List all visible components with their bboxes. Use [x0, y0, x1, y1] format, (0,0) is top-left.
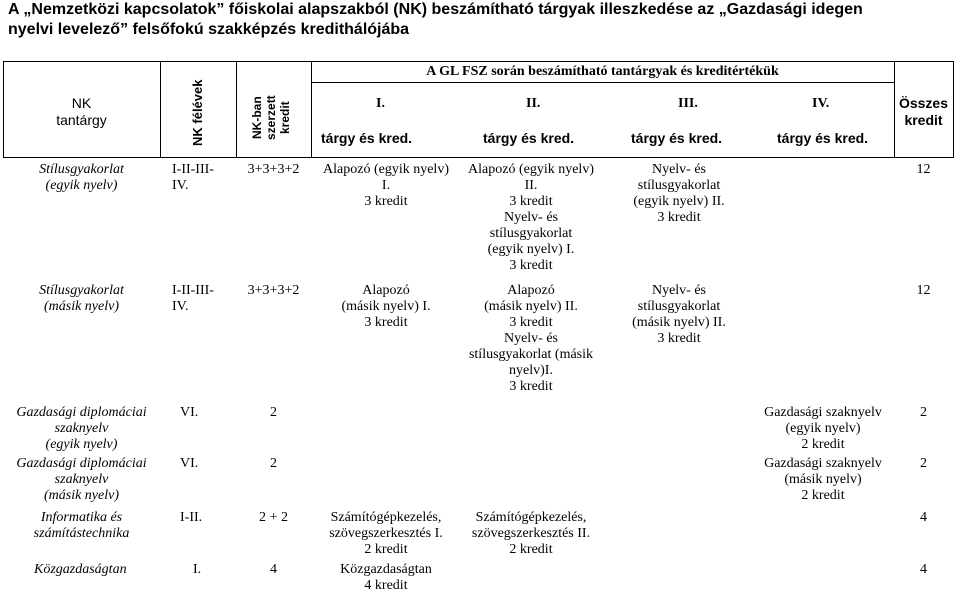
header-nk-felevek: NK félévek [190, 79, 205, 146]
row5-sem2-line3: 2 kredit [509, 542, 553, 557]
header-nk-ban-line3: kredit [278, 101, 292, 134]
row2-sem2-line6: nyelv)I. [509, 363, 553, 378]
row2-sem3 [604, 283, 754, 347]
header-targy-kred-4: tárgy és kred. [777, 130, 869, 146]
row2-sem2 [456, 283, 606, 395]
row1-sem2-line7: 3 kredit [509, 258, 553, 273]
row1-sem2-line4: Nyelv- és [503, 210, 559, 225]
row3-sem4-line1: Gazdasági szaknyelv [764, 405, 882, 420]
row1-sem3-line4: 3 kredit [657, 210, 701, 225]
row2-sem2-line5: stílusgyakorlat (másik [468, 347, 594, 362]
row4-subject-line3: (másik nyelv) [43, 488, 120, 503]
header-nk-tantargy-line1: NK [71, 95, 92, 111]
row1-sem2 [456, 162, 606, 274]
row2-sem2-line7: 3 kredit [509, 379, 553, 394]
row3-subject-line1: Gazdasági diplomáciai [16, 405, 147, 420]
header-nk-ban-line1: NK-ban [250, 96, 264, 139]
row4-sem4-line2: (másik nyelv) [784, 472, 862, 487]
row6-total: 4 [920, 562, 927, 577]
row6-subject: Közgazdaságtan [34, 562, 127, 577]
row4-sem4 [748, 456, 898, 504]
row1-sem1-line3: 3 kredit [364, 194, 408, 209]
row5-subject-line1: Informatika és [40, 510, 123, 525]
row6-sem1-line1: Közgazdaságtan [340, 562, 432, 577]
row5-subject [3, 510, 160, 542]
row2-sem3-line1: Nyelv- és [651, 283, 707, 298]
header-nk-ban-line2: szerzett [264, 95, 278, 140]
row5-sem1-line3: 2 kredit [364, 542, 408, 557]
row2-semesters-line1: I-II-III- [172, 283, 214, 298]
row1-sem1 [311, 162, 461, 210]
row3-subject-line2: szaknyelv [54, 421, 109, 436]
header-nk-ban-szerzett [250, 95, 292, 140]
row1-sem2-line3: 3 kredit [509, 194, 553, 209]
row1-subject-line1: Stílusgyakorlat [39, 162, 124, 177]
header-nk-tantargy [3, 95, 160, 129]
row2-sem1 [311, 283, 461, 331]
row2-sem3-line4: 3 kredit [657, 331, 701, 346]
row2-sem3-line2: stílusgyakorlat [637, 299, 721, 314]
row5-credits: 2 + 2 [259, 510, 288, 525]
row4-subject-line1: Gazdasági diplomáciai [16, 456, 147, 471]
row1-sem3 [604, 162, 754, 226]
row2-sem2-line2: (másik nyelv) II. [484, 299, 578, 314]
row1-subject [3, 162, 160, 194]
row6-sem1-line2: 4 kredit [364, 578, 408, 593]
row3-subject [3, 405, 160, 453]
row1-sem1-line2: I. [381, 178, 391, 193]
row2-subject [3, 283, 160, 315]
header-osszes-kredit [894, 95, 953, 129]
row1-subject-line2: (egyik nyelv) [45, 178, 118, 193]
row2-total: 12 [916, 283, 931, 298]
header-semester-3: III. [678, 96, 698, 111]
row3-total: 2 [920, 405, 927, 420]
header-osszes-line2: kredit [904, 112, 943, 128]
header-osszes-line1: Összes [898, 95, 949, 111]
row2-sem1-line1: Alapozó [362, 283, 410, 298]
row6-semesters: I. [193, 562, 202, 577]
row5-sem2 [456, 510, 606, 558]
row3-credits: 2 [270, 405, 277, 420]
row2-sem2-line3: 3 kredit [509, 315, 553, 330]
row3-sem4 [748, 405, 898, 453]
row4-sem4-line3: 2 kredit [801, 488, 845, 503]
row5-sem1 [311, 510, 461, 558]
title-line-1: A „Nemzetközi kapcsolatok” főiskolai alapszakból (NK) beszámítható tárgyak illeszkedése az „Gazdasági idegen [8, 1, 863, 18]
row1-sem2-line6: (egyik nyelv) I. [487, 242, 575, 257]
row1-semesters-line2: IV. [172, 178, 189, 193]
header-nk-tantargy-line2: tantárgy [56, 112, 107, 128]
row2-semesters [172, 283, 214, 315]
row4-subject [3, 456, 160, 504]
row1-semesters [172, 162, 214, 194]
header-semester-2: II. [526, 96, 541, 111]
header-targy-kred-1: tárgy és kred. [321, 130, 413, 146]
row2-credits: 3+3+3+2 [247, 283, 300, 298]
row5-semesters: I-II. [180, 510, 203, 525]
row4-total: 2 [920, 456, 927, 471]
document-title [8, 0, 953, 40]
row4-semesters: VI. [180, 456, 199, 471]
row2-sem2-line4: Nyelv- és [503, 331, 559, 346]
row2-sem1-line3: 3 kredit [364, 315, 408, 330]
row2-sem3-line3: (másik nyelv) II. [632, 315, 726, 330]
row2-subject-line1: Stílusgyakorlat [39, 283, 124, 298]
row2-sem2-line1: Alapozó [507, 283, 555, 298]
header-targy-kred-3: tárgy és kred. [631, 130, 723, 146]
row1-credits: 3+3+3+2 [247, 162, 300, 177]
row4-subject-line2: szaknyelv [54, 472, 109, 487]
row1-sem2-line1: Alapozó (egyik nyelv) [468, 162, 594, 177]
header-semester-4: IV. [812, 96, 830, 111]
row1-sem1-line1: Alapozó (egyik nyelv) [323, 162, 449, 177]
header-targy-kred-2: tárgy és kred. [483, 130, 575, 146]
row2-subject-line2: (másik nyelv) [43, 299, 120, 314]
row5-sem2-line1: Számítógépkezelés, [475, 510, 587, 525]
row6-sem1 [311, 562, 461, 594]
row2-semesters-line2: IV. [172, 299, 189, 314]
row3-semesters: VI. [180, 405, 199, 420]
row1-semesters-line1: I-II-III- [172, 162, 214, 177]
row2-sem1-line2: (másik nyelv) I. [341, 299, 431, 314]
header-gl-fsz-title: A GL FSZ során beszámítható tantárgyak és kreditértékük [426, 64, 779, 79]
row4-credits: 2 [270, 456, 277, 471]
row5-subject-line2: számítástechnika [33, 526, 130, 541]
row1-total: 12 [916, 162, 931, 177]
row5-sem2-line2: szövegszerkesztés II. [471, 526, 591, 541]
row5-total: 4 [920, 510, 927, 525]
title-line-2: nyelvi levelező” felsőfokú szakképzés kredithálójába [8, 21, 410, 38]
row3-sem4-line3: 2 kredit [801, 437, 845, 452]
row3-sem4-line2: (egyik nyelv) [785, 421, 861, 436]
row4-sem4-line1: Gazdasági szaknyelv [764, 456, 882, 471]
row6-credits: 4 [270, 562, 277, 577]
row1-sem3-line3: (egyik nyelv) II. [633, 194, 725, 209]
row1-sem2-line5: stílusgyakorlat [489, 226, 573, 241]
row1-sem2-line2: II. [524, 178, 538, 193]
row1-sem3-line1: Nyelv- és [651, 162, 707, 177]
row3-subject-line3: (egyik nyelv) [45, 437, 118, 452]
row5-sem1-line2: szövegszerkesztés I. [329, 526, 443, 541]
row5-sem1-line1: Számítógépkezelés, [330, 510, 442, 525]
header-semester-1: I. [376, 96, 385, 111]
row1-sem3-line2: stílusgyakorlat [637, 178, 721, 193]
